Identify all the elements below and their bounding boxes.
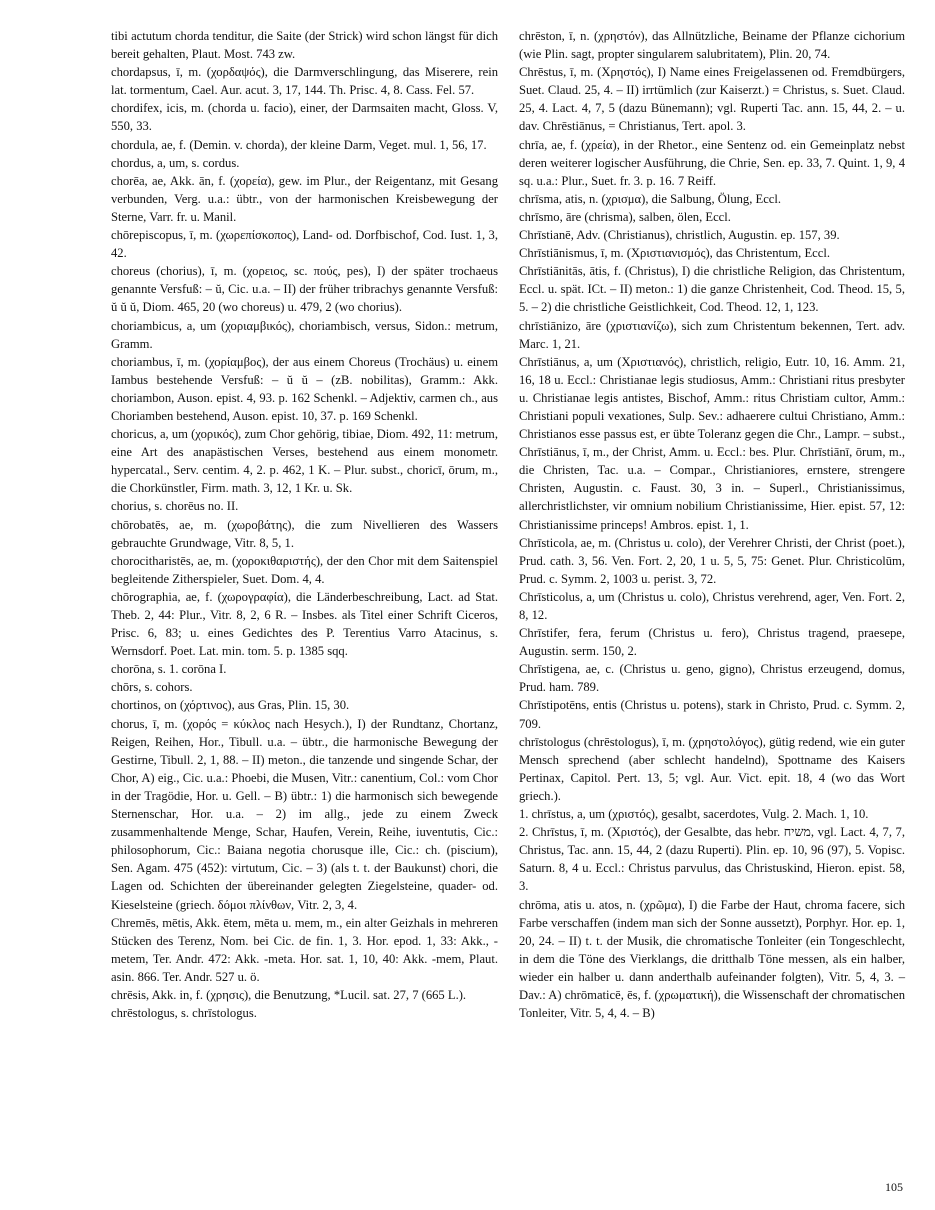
dictionary-entry: chrīa, ae, f. (χρεία), in der Rhetor., eine Sentenz od. ein Gemeinplatz nebst deren weiterer logischer Ausführung, die Chrie, Sen. ep. 33, 7. Quint. 1, 9, 4 sq. u.a.: Plur., Suet. fr. 3. p. 16. 7 Reiff. <box>519 137 905 188</box>
dictionary-entry: chrōma, atis u. atos, n. (χρῶμα), I) die Farbe der Haut, chroma facere, sich Farbe verschaffen (indem man sich der Sonne aussetzt), Porphyr. Hor. ep. 1, 20, 24. – II) t. t. der Musik, die chromatische Tonleiter (ein Tongeschlecht, in dem die Töne des Vierklangs, die dritthalb Töne messen, als ein halber, wieder ein halber u. dann anderthalb aufeinander folgten), Vitr. 5, 4, 3. – Dav.: A) chrōmaticē, ēs, f. (χρωματική), die Wissenschaft der chromatischen Tonleiter, Vitr. 5, 4, 4. – B) <box>519 897 905 1021</box>
dictionary-entry: tibi actutum chorda tenditur, die Saite (der Strick) wird schon längst für dich bereit gehalten, Plaut. Most. 743 zw. <box>111 29 498 62</box>
dictionary-entry: chrēstologus, s. chrīstologus. <box>111 1006 257 1021</box>
dictionary-entry: chordus, a, um, s. cordus. <box>111 155 240 170</box>
dictionary-entry: chorus, ī, m. (χορός = κύκλος nach Hesych.), I) der Rundtanz, Chortanz, Reigen, Reihen, Hor., Tibull. u.a. – übtr., die harmonische Bewegung der Gestirne, Tibull. 2, 1, 88. – II) meton., die tanzende und singende Schar, der Chor, A) eig., Cic. u.a.: Phoebi, die Musen, Vitr.: canentium, Col.: vom Chor in der Tragödie, Hor. u. Gell. – B) übtr.: 1) die harmonisch sich bewegende Sternenschar, Hor. u.a. – 2) im allg., jede zu einem Zweck zusammenhaltende Menge, Schar, Haufen, Verein, Reihe, iuventutis, Cic.: philosophorum, Cic.: Baiana negotia chorusque ille, Cic.: ch. (piscium), Sen. Agam. 475 (452): virtutum, Cic. – 3) (als t. t. der Baukunst) chori, die Lagen od. Schichten der übereinander gelegten Ziegelsteine, quader- od. Kieselsteine (griech. δόμοι πλίνθων, Vitr. 2, 3, 4. <box>111 716 498 912</box>
dictionary-entry: choreus (chorius), ī, m. (χορειος, sc. πούς, pes), I) der später trochaeus genannte Versfuß: – ŭ, Cic. u.a. – II) der früher tribrachys genannte Versfuß: ŭ ŭ ŭ, Diom. 465, 20 (wo choreus) u. 479, 2 (wo chorius). <box>111 264 498 315</box>
dictionary-entry: choriambus, ī, m. (χορίαμβος), der aus einem Choreus (Trochäus) u. einem Iambus bestehende Versfuß: – ŭ ŭ – (zB. nobilitas), Gramm.: Akk. choriambon, Auson. epist. 4, 93. p. 162 Schenkl. – Adjektiv, carmen ch., aus Choriamben bestehend, Auson. epist. 10, 37. p. 169 Schenkl. <box>111 354 498 423</box>
dictionary-entry: Chrīstigena, ae, c. (Christus u. geno, gigno), Christus erzeugend, domus, Prud. ham. 789. <box>519 662 905 695</box>
dictionary-entry: 1. chrīstus, a, um (χριστός), gesalbt, sacerdotes, Vulg. 2. Mach. 1, 10. <box>519 807 869 822</box>
right-column <box>519 27 905 1022</box>
dictionary-entry: chorōna, s. 1. corōna I. <box>111 662 227 677</box>
dictionary-entry: chōrepiscopus, ī, m. (χωρεπίσκοπος), Land- od. Dorfbischof, Cod. Iust. 1, 3, 42. <box>111 228 498 261</box>
dictionary-entry: Chrēstus, ī, m. (Χρηστός), I) Name eines Freigelassenen od. Fremdbürgers, Suet. Claud. 25, 4. – II) irrtümlich (zur Kaiserzt.) = Christus, s. Suet. Claud. 25, 4. Lact. 4, 7, 5 (dazu Bünemann); vgl. Ruperti Tac. ann. 15, 44, 2. – u. dav. Chrēstiānus, = Christianus, Tert. apol. 3. <box>519 65 905 134</box>
dictionary-entry: Chrīstipotēns, entis (Christus u. potens), stark in Christo, Prud. c. Symm. 2, 709. <box>519 698 905 731</box>
dictionary-entry: Chrīstiānitās, ātis, f. (Christus), I) die christliche Religion, das Christentum, Eccl. u. spät. ICt. – II) meton.: 1) die ganze Christenheit, Cod. Theod. 15, 5, 5. – 2) die christliche Geistlichkeit, Cod. Theod. 12, 1, 123. <box>519 264 905 315</box>
dictionary-entry: Chrīstianē, Adv. (Christianus), christlich, Augustin. ep. 157, 39. <box>519 228 840 243</box>
dictionary-entry: chorēa, ae, Akk. ān, f. (χορεία), gew. im Plur., der Reigentanz, mit Gesang verbunden, Verg. u.a.: übtr., von der harmonischen Kreisbewegung der Sterne, Varr. fr. u. Manil. <box>111 173 498 224</box>
dictionary-entry: chrīstologus (chrēstologus), ī, m. (χρηστολόγος), gütig redend, wie ein guter Mensch sprechend (aber schlecht handelnd), Spottname des Kaisers Pertinax, Capitol. Pert. 13, 5; vgl. Aur. Vict. epit. 18, 4 (wo das Wort griech.). <box>519 734 905 803</box>
dictionary-entry: chōrographia, ae, f. (χωρογραφία), die Länderbeschreibung, Lact. ad Stat. Theb. 2, 44: Plur., Vitr. 8, 2, 6 R. – Insbes. als Titel einer Schrift Ciceros, Prisc. 6, 83; u. eines Gedichtes des P. Terentius Varro Atacinus, s. Wernsdorf. Poet. Lat. min. tom. 5. p. 1385 sqq. <box>111 589 498 659</box>
dictionary-entry: Chrīstiānus, a, um (Χριστιανός), christlich, religio, Eutr. 10, 16. Amm. 21, 16, 18 u. Eccl.: Christianae legis studiosus, Amm.: Christiani ritus presbyter u. Christianae legis antistes, Bischof, Amm.: ritus Christiam cultor, Amm.: Christiani populi vexationes, Sulp. Sev.: adhaerere cultui Christiano, Amm.: Christianos esse passus est, er übte Toleranz gegen die Chr., Lampr. – subst., Chrīstiānus, ī, m., der Christ, Amm. u. Eccl.: bes. Plur. Chrīstiānī, ōrum, m., die Christen, Tac. u.a. – Compar., Christianiores, ernstere, strengere Christen, Augustin. c. Faust. 30, 3 in. – Superl., Christianissimus, allerchristlichster, vir omnium nobilium Christianissime, Hier. epist. 57, 12: Christianissime princeps! Ambros. epist. 1, 1. <box>519 354 905 532</box>
dictionary-entry: Chremēs, mētis, Akk. ētem, mēta u. mem, m., ein alter Geizhals in mehreren Stücken des Terenz, Nom. bei Cic. de fin. 1, 3. Hor. epod. 1, 33: Akk., -metem, Ter. Andr. 472: Akk. -meta. Hor. sat. 1, 10, 40: Akk. -mem, Plaut. asin. 866. Ter. Andr. 527 u. ö. <box>111 915 498 984</box>
dictionary-entry: Chrīstifer, fera, ferum (Christus u. fero), Christus tragend, praesepe, Augustin. serm. 150, 2. <box>519 626 905 659</box>
dictionary-entry: Chrīsticola, ae, m. (Christus u. colo), der Verehrer Christi, der Christ (poet.), Prud. cath. 3, 56. Ven. Fort. 2, 20, 1 u. 5, 5, 75: Genet. Plur. Christicolūm, Prud. c. Symm. 2, 1003 u. perist. 3, 72. <box>519 535 905 586</box>
dictionary-entry: chrīsma, atis, n. (χρισμα), die Salbung, Ölung, Eccl. <box>519 191 782 206</box>
dictionary-entry: chordapsus, ī, m. (χορδαψός), die Darmverschlingung, das Miserere, rein lat. tormentum, Cael. Aur. acut. 3, 17, 144. Th. Prisc. 4, 8. Cass. Fel. 57. <box>111 65 498 98</box>
page-number: 105 <box>885 1180 903 1194</box>
dictionary-entry: chōrs, s. cohors. <box>111 680 193 695</box>
dictionary-entry: chordula, ae, f. (Demin. v. chorda), der kleine Darm, Veget. mul. 1, 56, 17. <box>111 137 487 152</box>
dictionary-entry: chortinos, on (χόρτινος), aus Gras, Plin. 15, 30. <box>111 698 350 713</box>
dictionary-entry: chrēsis, Akk. in, f. (χρησις), die Benutzung, *Lucil. sat. 27, 7 (665 L.). <box>111 987 467 1002</box>
dictionary-entry: chrīstiānizo, āre (χριστιανίζω), sich zum Christentum bekennen, Tert. adv. Marc. 1, 21. <box>519 318 905 351</box>
dictionary-entry: Chrīsticolus, a, um (Christus u. colo), Christus verehrend, ager, Ven. Fort. 2, 8, 12. <box>519 589 905 622</box>
left-column <box>111 27 498 1022</box>
dictionary-entry: chrēston, ī, n. (χρηστόν), das Allnützliche, Beiname der Pflanze cichorium (wie Plin. sagt, propter singularem salubritatem), Plin. 20, 74. <box>519 29 905 62</box>
dictionary-entry: chorocitharistēs, ae, m. (χοροκιθαριστής), der den Chor mit dem Saitenspiel begleitende Zitherspieler, Suet. Dom. 4, 4. <box>111 553 498 586</box>
dictionary-entry: choriambicus, a, um (χοριαμβικός), choriambisch, versus, Sidon.: metrum, Gramm. <box>111 318 498 351</box>
dictionary-entry: Chrīstiānismus, ī, m. (Χριστιανισμός), das Christentum, Eccl. <box>519 246 830 261</box>
dictionary-entry: chōrobatēs, ae, m. (χωροβάτης), die zum Nivellieren des Wassers gebrauchte Grundwage, Vitr. 8, 5, 1. <box>111 517 498 550</box>
dictionary-entry: chorius, s. chorēus no. II. <box>111 499 239 514</box>
dictionary-entry: 2. Chrīstus, ī, m. (Χριστός), der Gesalbte, das hebr. משיח, vgl. Lact. 4, 7, 7, Christus, Tac. ann. 15, 44, 2 (dazu Ruperti). Plin. ep. 10, 96 (97), 5. Vopisc. Saturn. 8, 4 u. Eccl.: Christus parvulus, das Christuskind, Hieron. epist. 58, 3. <box>519 825 905 894</box>
dictionary-entry: chordifex, icis, m. (chorda u. facio), einer, der Darmsaiten macht, Gloss. V, 550, 33. <box>111 101 498 134</box>
dictionary-entry: chrīsmo, āre (chrisma), salben, ölen, Eccl. <box>519 209 731 224</box>
dictionary-entry: choricus, a, um (χορικός), zum Chor gehörig, tibiae, Diom. 492, 11: metrum, eine Art des anapästischen Verses, bestehend aus einem monometr. hypercatal., Serv. centim. 4, 2. p. 462, 1 K. – Plur. subst., choricī, ōrum, m., die Chorkünstler, Firm. math. 3, 12, 1 Kr. u. Sk. <box>111 427 498 496</box>
